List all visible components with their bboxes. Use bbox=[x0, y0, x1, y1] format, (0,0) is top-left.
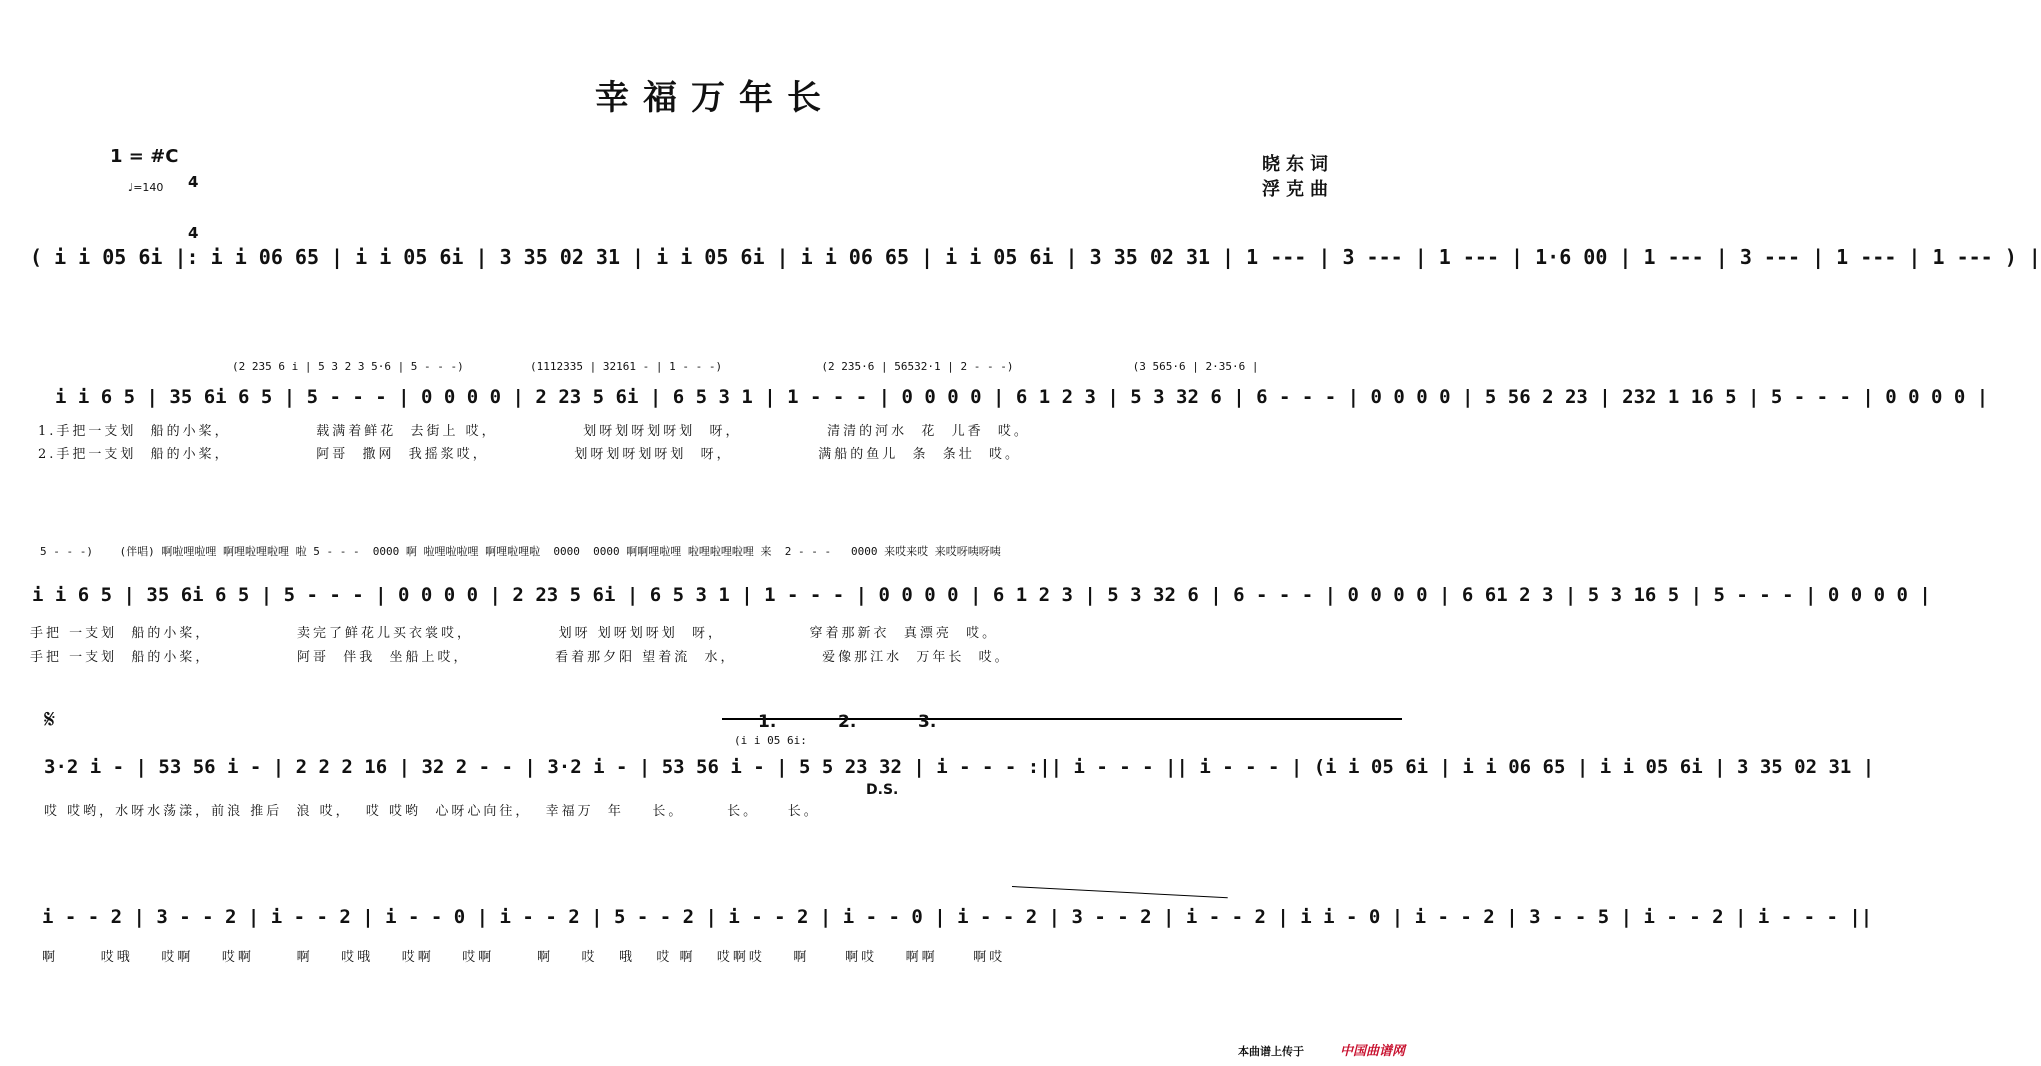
row4-notes: 3·2 i - | 53 56 i - | 2 2 2 16 | 32 2 - - | 3·2 i - | 53 56 i - | 5 5 23 32 | i - - - :|| i - - - || i - - - | (i i 05 6i | i i 06 65 | i i 05 6i | 3 35 02 31 | bbox=[44, 756, 1875, 778]
row3-notes: i i 6 5 | 35 6i 6 5 | 5 - - - | 0 0 0 0 | 2 23 5 6i | 6 5 3 1 | 1 - - - | 0 0 0 0 | 6 1 2 3 | 5 3 32 6 | 6 - - - | 0 0 0 0 | 6 61 2 3 | 5 3 16 5 | 5 - - - | 0 0 0 0 | bbox=[32, 584, 1931, 606]
row2-cue-line: (2 235 6 i | 5 3 2 3 5·6 | 5 - - -) (1112335 | 32161 - | 1 - - -) (2 235·6 | 56532·1 | 2 - - -) (3 565·6 | 2·35·6 | bbox=[232, 360, 1259, 373]
row3-lyric-verse2: 手把 一支划 船的小桨， 阿哥 伴我 坐船上哎， 看着那夕阳 望着流 水， 爱像那江水 万年长 哎。 bbox=[30, 650, 1011, 665]
intro-line: ( i i 05 6i |: i i 06 65 | i i 05 6i | 3 35 02 31 | i i 05 6i | i i 06 65 | i i 05 6i | 3 35 02 31 | 1 --- | 3 --- | 1 --- | 1·6 00 | 1 --- | 3 --- | 1 --- | 1 --- ) | bbox=[30, 245, 2041, 269]
slur-line bbox=[1012, 886, 1228, 898]
row5-notes: i - - 2 | 3 - - 2 | i - - 2 | i - - 0 | i - - 2 | 5 - - 2 | i - - 2 | i - - 0 | i - - 2 | 3 - - 2 | i - - 2 | i i - 0 | i - - 2 | 3 - - 5 | i - - 2 | i - - - || bbox=[42, 906, 1873, 928]
key-signature: 1 = #C bbox=[110, 146, 179, 167]
page-title: 幸福万年长 bbox=[595, 78, 835, 118]
volta-bracket bbox=[722, 718, 1402, 720]
site-logo: 中国曲谱网 bbox=[1340, 1044, 1406, 1059]
lyricist-credit: 晓东词 bbox=[1262, 154, 1334, 175]
row3-cue-line: 5 - - -) (伴唱) 啊啦哩啦哩 啊哩啦哩啦哩 啦 5 - - - 0000 啊 啦哩啦啦哩 啊哩啦哩啦 0000 0000 啊啊哩啦哩 啦哩啦哩啦哩 来 2 - - - 0000 来哎来哎 来哎呀咦呀咦 bbox=[40, 545, 1001, 558]
time-signature bbox=[188, 140, 198, 259]
row2-lyric-verse1: 1.手把一支划 船的小桨， 载满着鲜花 去街上 哎， 划呀划呀划呀划 呀， 清清的河水 花 儿香 哎。 bbox=[38, 424, 1030, 439]
row2-notes: i i 6 5 | 35 6i 6 5 | 5 - - - | 0 0 0 0 | 2 23 5 6i | 6 5 3 1 | 1 - - - | 0 0 0 0 | 6 1 2 3 | 5 3 32 6 | 6 - - - | 0 0 0 0 | 5 56 2 23 | 232 1 16 5 | 5 - - - | 0 0 0 0 | bbox=[55, 386, 1989, 408]
meter-top: 4 bbox=[188, 173, 199, 191]
meter-bottom: 4 bbox=[188, 224, 199, 242]
row2-lyric-verse2: 2.手把一支划 船的小桨， 阿哥 撒网 我摇浆哎， 划呀划呀划呀划 呀， 满船的鱼儿 条 条壮 哎。 bbox=[38, 447, 1022, 462]
row4-cue: (i i 05 6i: bbox=[734, 734, 807, 747]
row5-lyric: 啊 哎哦 哎啊 哎啊 啊 哎哦 哎啊 哎啊 啊 哎 哦 哎 啊 哎啊哎 啊 啊哎 啊啊 啊哎 bbox=[42, 950, 1006, 965]
volta-1: 1. bbox=[758, 712, 777, 732]
volta-3: 3. bbox=[918, 712, 937, 732]
tempo-mark: ♩=140 bbox=[128, 181, 164, 194]
ds-mark: D.S. bbox=[866, 782, 899, 798]
volta-2: 2. bbox=[838, 712, 857, 732]
segno-sign: 𝄋 bbox=[44, 705, 56, 735]
row3-lyric-verse1: 手把 一支划 船的小桨， 卖完了鲜花儿买衣裳哎， 划呀 划呀划呀划 呀， 穿着那新衣 真漂亮 哎。 bbox=[30, 626, 999, 641]
row4-lyric: 哎 哎哟，水呀水荡漾，前浪 推后 浪 哎， 哎 哎哟 心呀心向往， 幸福万 年 长。 长。 长。 bbox=[44, 804, 820, 819]
upload-note: 本曲谱上传于 bbox=[1238, 1045, 1304, 1058]
composer-credit: 浮克曲 bbox=[1262, 179, 1334, 200]
